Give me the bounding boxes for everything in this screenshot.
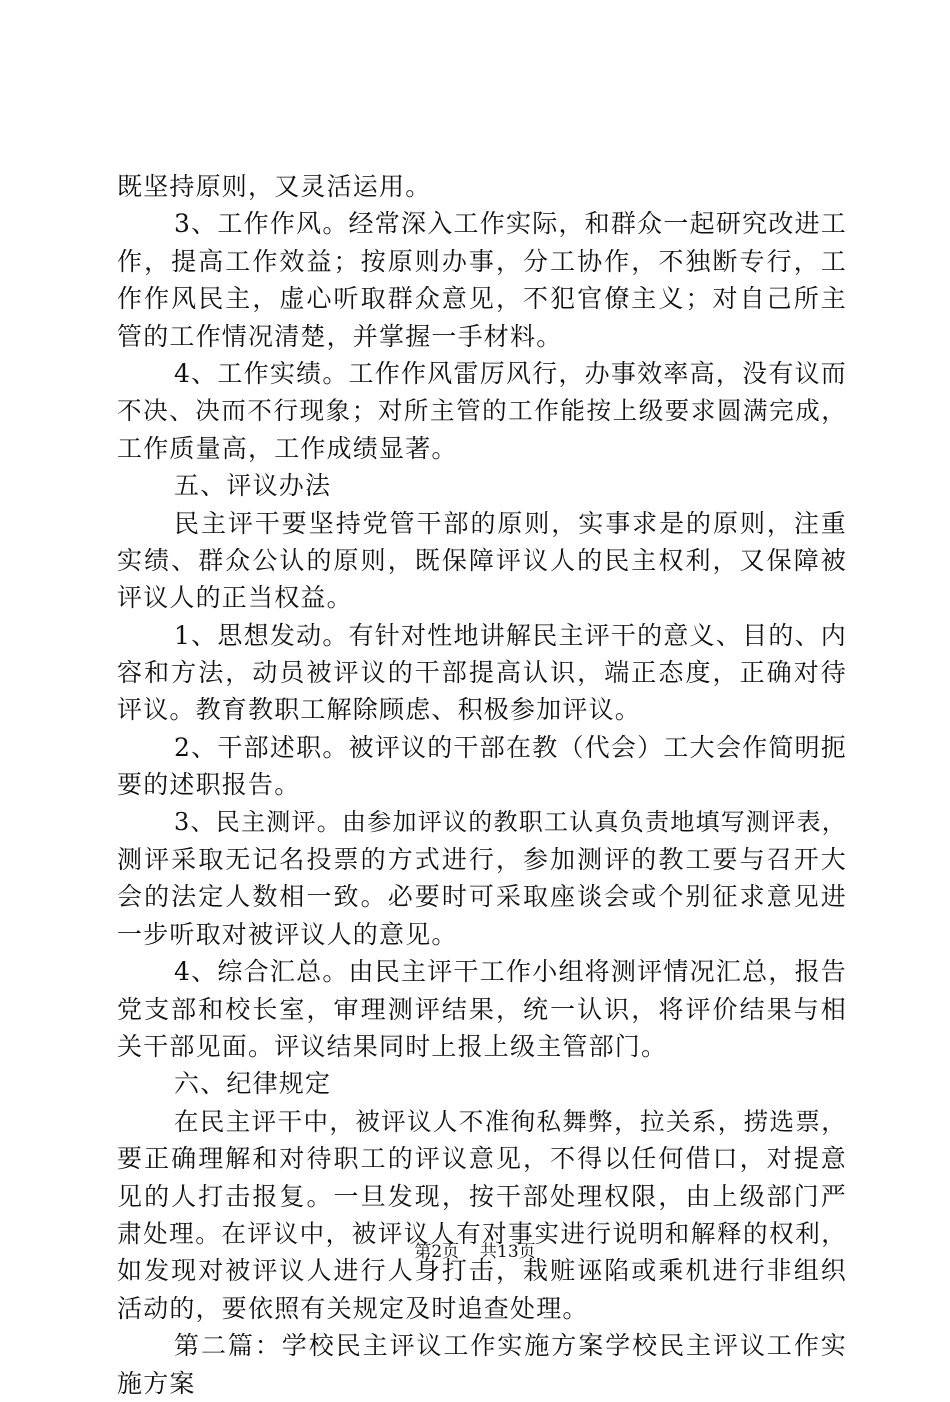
- text-line: 五、评议办法: [174, 471, 332, 501]
- text-line: 会的法定人数相一致。必要时可采取座谈会或个别征求意见进: [117, 882, 847, 912]
- text-line: 民主评干要坚持党管干部的原则，实事求是的原则，注重: [174, 508, 847, 538]
- text-line: 要正确理解和对待职工的评议意见，不得以任何借口，对提意: [117, 1144, 847, 1174]
- text-line: 实绩、群众公认的原则，既保障评议人的民主权利，又保障被: [117, 545, 847, 575]
- text-line: 作作风民主，虚心听取群众意见，不犯官僚主义；对自己所主: [117, 284, 847, 314]
- page-total: 共13页: [480, 1242, 536, 1262]
- text-line: 六、纪律规定: [174, 1069, 332, 1099]
- text-line: 在民主评干中，被评议人不准徇私舞弊，拉关系，捞选票，: [174, 1106, 847, 1136]
- text-line: 一步听取对被评议人的意见。: [117, 919, 458, 949]
- text-line: 4、工作实绩。工作作风雷厉风行，办事效率高，没有议而: [174, 358, 847, 388]
- text-line: 见的人打击报复。一旦发现，按干部处理权限，由上级部门严: [117, 1181, 847, 1211]
- document-body: [117, 168, 847, 1402]
- text-line: 评议。教育教职工解除顾虑、积极参加评议。: [117, 695, 642, 725]
- text-line: 既坚持原则，又灵活运用。: [117, 172, 432, 201]
- text-line: 第二篇：学校民主评议工作实施方案学校民主评议工作实: [174, 1331, 847, 1361]
- text-line: 3、工作作风。经常深入工作实际，和群众一起研究改进工: [174, 209, 847, 239]
- text-line: 要的述职报告。: [117, 770, 301, 800]
- text-line: 3、民主测评。由参加评议的教职工认真负责地填写测评表，: [174, 807, 847, 836]
- text-line: 4、综合汇总。由民主评干工作小组将测评情况汇总，报告: [174, 957, 847, 987]
- text-line: 不决、决而不行现象；对所主管的工作能按上级要求圆满完成，: [117, 396, 847, 426]
- text-line: 工作质量高，工作成绩显著。: [117, 433, 458, 463]
- text-line: 施方案: [117, 1368, 196, 1398]
- text-line: 活动的，要依照有关规定及时追查处理。: [117, 1293, 589, 1323]
- text-line: 1、思想发动。有针对性地讲解民主评干的意义、目的、内: [174, 620, 847, 650]
- text-line: 管的工作情况清楚，并掌握一手材料。: [117, 321, 563, 351]
- text-line: 测评采取无记名投票的方式进行，参加测评的教工要与召开大: [117, 845, 847, 875]
- page-footer: [0, 1240, 950, 1264]
- text-line: 作，提高工作效益；按原则办事，分工协作，不独断专行，工: [117, 246, 847, 276]
- text-line: 2、干部述职。被评议的干部在教（代会）工大会作简明扼: [174, 732, 847, 762]
- text-line: 党支部和校长室，审理测评结果，统一认识，将评价结果与相: [117, 994, 847, 1024]
- text-line: 容和方法，动员被评议的干部提高认识，端正态度，正确对待: [117, 658, 847, 688]
- text-line: 如发现对被评议人进行人身打击，栽赃诬陷或乘机进行非组织: [117, 1256, 847, 1286]
- text-line: 评议人的正当权益。: [117, 583, 353, 613]
- page-number: 第2页: [414, 1242, 460, 1262]
- text-line: 关干部见面。评议结果同时上报上级主管部门。: [117, 1031, 668, 1061]
- text-line: 肃处理。在评议中，被评议人有对事实进行说明和解释的权利，: [117, 1218, 847, 1248]
